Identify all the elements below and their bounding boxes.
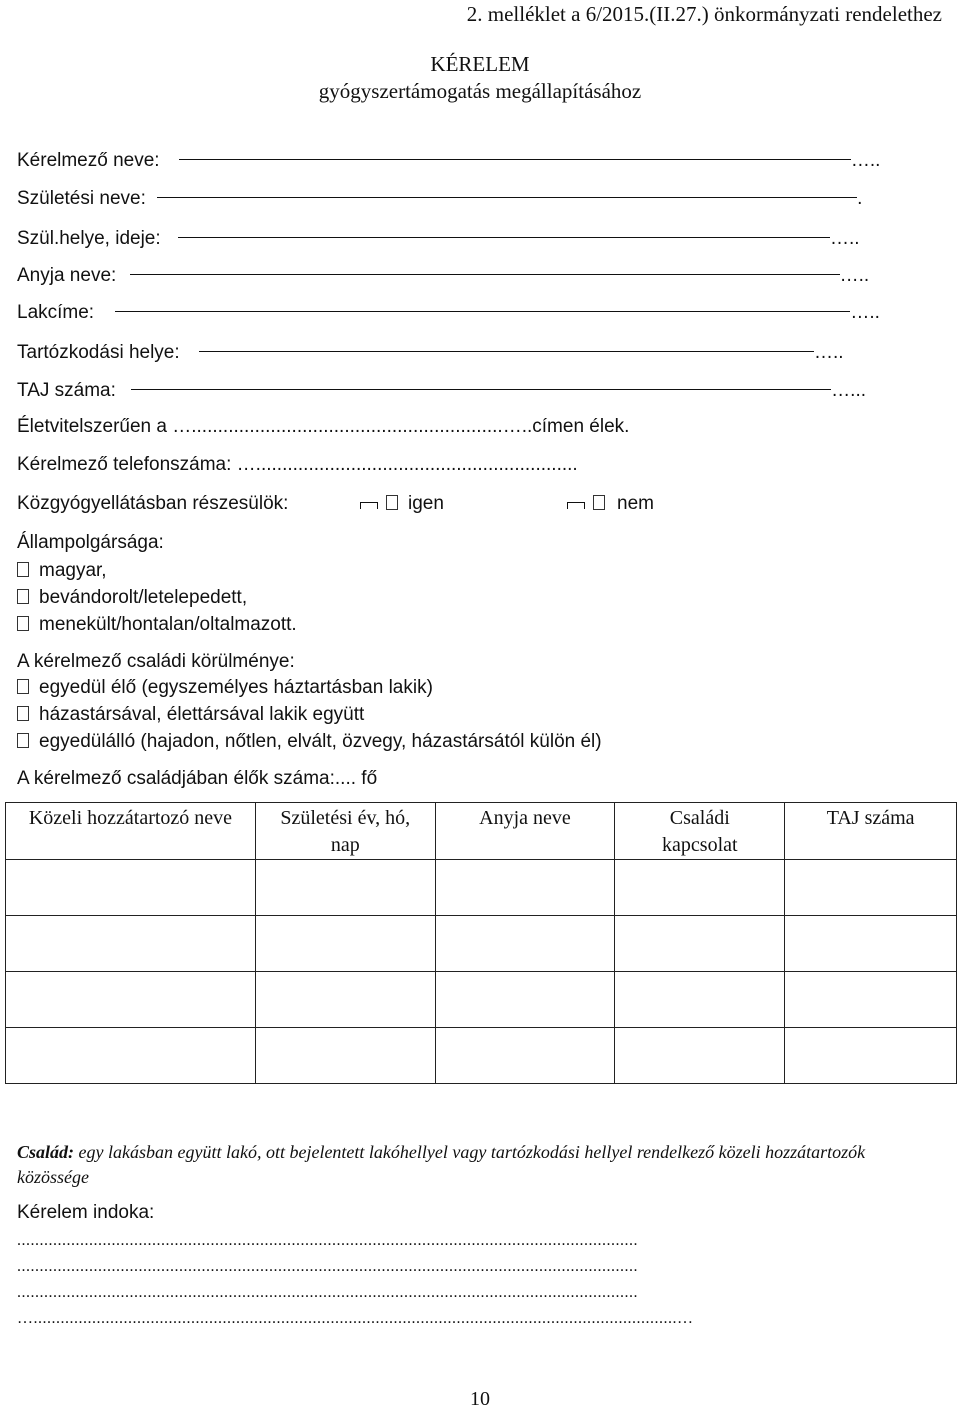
table-cell[interactable] bbox=[435, 860, 615, 916]
name-line[interactable] bbox=[179, 159, 851, 160]
phone-dots[interactable]: …............................................................. bbox=[236, 454, 578, 475]
column-header-taj: TAJ száma bbox=[785, 803, 957, 860]
table-cell[interactable] bbox=[785, 916, 957, 972]
table-cell[interactable] bbox=[785, 860, 957, 916]
reason-label: Kérelem indoka: bbox=[17, 1202, 155, 1223]
table-cell[interactable] bbox=[255, 972, 435, 1028]
option-label: magyar, bbox=[39, 560, 107, 581]
household-count-field[interactable] bbox=[17, 768, 377, 790]
table-cell[interactable] bbox=[255, 860, 435, 916]
column-header-birth-date: Születési év, hó, nap bbox=[255, 803, 435, 860]
option-label: menekült/hontalan/oltalmazott. bbox=[39, 614, 297, 635]
public-care-no-label: nem bbox=[617, 493, 654, 514]
note-text: egy lakásban együtt lakó, ott bejelentett lakóhellyel vagy tartózkodási hellyel rendelkező közeli hozzátartozók közössége bbox=[17, 1142, 866, 1187]
relatives-table bbox=[5, 802, 957, 1084]
taj-line[interactable] bbox=[131, 389, 831, 390]
family-status-label: A kérelmező családi körülménye: bbox=[17, 651, 295, 672]
bracket-icon bbox=[567, 502, 585, 509]
birth-place-tail: ….. bbox=[829, 228, 860, 249]
column-header-relative-name: Közeli hozzátartozó neve bbox=[6, 803, 256, 860]
table-cell[interactable] bbox=[435, 916, 615, 972]
table-cell[interactable] bbox=[615, 1028, 785, 1084]
checkbox-yes[interactable] bbox=[386, 495, 398, 510]
name-label: Kérelmező neve: bbox=[17, 150, 160, 171]
table-cell[interactable] bbox=[615, 860, 785, 916]
page-number: 10 bbox=[470, 1388, 490, 1410]
bracket-icon bbox=[360, 502, 378, 509]
option-label: bevándorolt/letelepedett, bbox=[39, 587, 248, 608]
form-title: KÉRELEM bbox=[430, 52, 530, 76]
reason-line-2[interactable]: .......................................................................................................................................... bbox=[17, 1258, 638, 1275]
mother-name-tail: ….. bbox=[839, 265, 870, 286]
phone-label: Kérelmező telefonszáma: bbox=[17, 454, 232, 475]
name-field[interactable] bbox=[17, 150, 880, 172]
note-term: Család: bbox=[17, 1142, 75, 1162]
birth-name-line[interactable] bbox=[157, 197, 857, 198]
column-header-mother-name: Anyja neve bbox=[435, 803, 615, 860]
column-header-relationship: Családi kapcsolat bbox=[615, 803, 785, 860]
residence-label: Tartózkodási helye: bbox=[17, 342, 180, 363]
taj-field[interactable] bbox=[17, 380, 866, 402]
citizenship-option-refugee[interactable] bbox=[17, 614, 297, 636]
reason-line-4[interactable]: …...............................................................................................................................................… bbox=[17, 1310, 694, 1327]
phone-field[interactable] bbox=[17, 454, 578, 476]
mother-name-field[interactable] bbox=[17, 265, 869, 287]
household-unit: fő bbox=[361, 768, 378, 789]
mother-name-label: Anyja neve: bbox=[17, 265, 117, 286]
family-status-option-alone[interactable] bbox=[17, 677, 433, 699]
checkbox[interactable] bbox=[17, 589, 29, 604]
family-status-option-spouse[interactable] bbox=[17, 704, 364, 726]
residence-line[interactable] bbox=[199, 351, 814, 352]
table-row bbox=[6, 916, 957, 972]
reason-line-1[interactable]: .......................................................................................................................................... bbox=[17, 1232, 638, 1249]
living-address-field[interactable] bbox=[17, 416, 629, 438]
residence-tail: ….. bbox=[813, 342, 844, 363]
table-row bbox=[6, 972, 957, 1028]
table-cell[interactable] bbox=[6, 916, 256, 972]
taj-tail: …... bbox=[831, 380, 867, 401]
table-cell[interactable] bbox=[615, 916, 785, 972]
table-cell[interactable] bbox=[6, 1028, 256, 1084]
address-tail: ….. bbox=[850, 302, 880, 323]
table-cell[interactable] bbox=[6, 860, 256, 916]
birth-name-field[interactable] bbox=[17, 188, 862, 210]
checkbox-no[interactable] bbox=[593, 495, 605, 510]
household-dots[interactable]: .... bbox=[334, 768, 357, 789]
citizenship-option-immigrant[interactable] bbox=[17, 587, 247, 609]
family-definition-note bbox=[17, 1140, 917, 1190]
birth-name-label: Születési neve: bbox=[17, 188, 146, 209]
table-row bbox=[6, 860, 957, 916]
checkbox[interactable] bbox=[17, 616, 29, 631]
public-care-label: Közgyógyellátásban részesülök: bbox=[17, 493, 289, 514]
taj-label: TAJ száma: bbox=[17, 380, 116, 401]
table-row bbox=[6, 1028, 957, 1084]
citizenship-label: Állampolgársága: bbox=[17, 532, 164, 553]
table-header-row bbox=[6, 803, 957, 860]
table-cell[interactable] bbox=[435, 972, 615, 1028]
table-cell[interactable] bbox=[6, 972, 256, 1028]
household-label: A kérelmező családjában élők száma: bbox=[17, 768, 335, 789]
table-cell[interactable] bbox=[435, 1028, 615, 1084]
residence-field[interactable] bbox=[17, 342, 844, 364]
reason-line-3[interactable]: .......................................................................................................................................... bbox=[17, 1284, 638, 1301]
public-care-no-option[interactable] bbox=[567, 493, 654, 515]
family-status-option-single[interactable] bbox=[17, 731, 602, 753]
mother-name-line[interactable] bbox=[130, 274, 840, 275]
living-dots[interactable]: …...........................................................….. bbox=[172, 416, 533, 437]
public-care-yes-option[interactable] bbox=[360, 493, 444, 515]
checkbox[interactable] bbox=[17, 733, 29, 748]
checkbox[interactable] bbox=[17, 706, 29, 721]
name-tail: ….. bbox=[850, 150, 881, 171]
table-cell[interactable] bbox=[255, 1028, 435, 1084]
checkbox[interactable] bbox=[17, 562, 29, 577]
table-cell[interactable] bbox=[785, 1028, 957, 1084]
option-label: egyedül élő (egyszemélyes háztartásban lakik) bbox=[39, 677, 433, 698]
table-cell[interactable] bbox=[785, 972, 957, 1028]
table-cell[interactable] bbox=[255, 916, 435, 972]
birth-place-label: Szül.helye, ideje: bbox=[17, 228, 161, 249]
checkbox[interactable] bbox=[17, 679, 29, 694]
public-care-yes-label: igen bbox=[408, 493, 444, 514]
form-subtitle: gyógyszertámogatás megállapításához bbox=[318, 79, 642, 103]
birth-place-line[interactable] bbox=[178, 237, 830, 238]
option-label: házastársával, élettársával lakik együtt bbox=[39, 704, 365, 725]
birth-place-field[interactable] bbox=[17, 228, 860, 250]
citizenship-option-hungarian[interactable] bbox=[17, 560, 107, 582]
living-prefix: Életvitelszerűen a bbox=[17, 416, 167, 437]
address-field[interactable] bbox=[17, 302, 880, 324]
option-label: egyedülálló (hajadon, nőtlen, elvált, özvegy, házastársától külön él) bbox=[39, 731, 602, 752]
living-suffix: címen élek. bbox=[532, 416, 630, 437]
birth-name-tail: . bbox=[857, 188, 863, 209]
address-label: Lakcíme: bbox=[17, 302, 95, 323]
address-line[interactable] bbox=[115, 311, 850, 312]
table-cell[interactable] bbox=[615, 972, 785, 1028]
attachment-reference: 2. melléklet a 6/2015.(II.27.) önkormányzati rendelethez bbox=[466, 2, 942, 26]
